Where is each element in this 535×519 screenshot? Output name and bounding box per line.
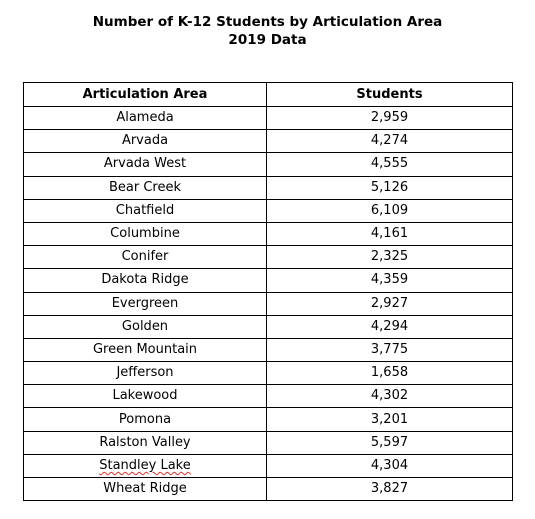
students-cell: 4,294	[267, 315, 513, 338]
students-table	[23, 82, 513, 501]
area-cell: Chatfield	[24, 199, 267, 222]
students-cell: 5,597	[267, 431, 513, 454]
students-cell: 2,959	[267, 107, 513, 130]
table-row	[24, 199, 513, 222]
students-cell: 2,325	[267, 246, 513, 269]
table-row	[24, 431, 513, 454]
table-row	[24, 153, 513, 176]
students-cell: 3,201	[267, 408, 513, 431]
table-row	[24, 130, 513, 153]
table-row	[24, 338, 513, 361]
area-cell: Pomona	[24, 408, 267, 431]
students-cell: 6,109	[267, 199, 513, 222]
students-cell: 4,359	[267, 269, 513, 292]
area-cell: Wheat Ridge	[24, 478, 267, 501]
table-row	[24, 292, 513, 315]
students-cell: 3,775	[267, 338, 513, 361]
document-title	[0, 13, 535, 49]
students-cell: 3,827	[267, 478, 513, 501]
area-cell: Golden	[24, 315, 267, 338]
area-cell: Arvada West	[24, 153, 267, 176]
students-cell: 1,658	[267, 362, 513, 385]
students-cell: 4,304	[267, 454, 513, 477]
title-line-1: Number of K-12 Students by Articulation Area	[92, 14, 443, 30]
table-row	[24, 385, 513, 408]
table-row	[24, 315, 513, 338]
students-cell: 2,927	[267, 292, 513, 315]
area-cell: Alameda	[24, 107, 267, 130]
area-cell: Lakewood	[24, 385, 267, 408]
area-cell: Green Mountain	[24, 338, 267, 361]
title-line-2: 2019 Data	[228, 32, 307, 48]
table-header-row	[24, 83, 513, 107]
table-row	[24, 107, 513, 130]
table-row	[24, 408, 513, 431]
table-row	[24, 454, 513, 477]
area-cell	[24, 454, 267, 477]
table-row	[24, 478, 513, 501]
area-cell: Evergreen	[24, 292, 267, 315]
table-row	[24, 246, 513, 269]
students-cell: 5,126	[267, 176, 513, 199]
students-cell: 4,161	[267, 222, 513, 245]
area-cell: Conifer	[24, 246, 267, 269]
column-header-area: Articulation Area	[24, 83, 267, 107]
spellcheck-flagged-text: Standley Lake	[99, 457, 191, 473]
students-cell: 4,555	[267, 153, 513, 176]
area-cell: Jefferson	[24, 362, 267, 385]
table-row	[24, 362, 513, 385]
column-header-students: Students	[267, 83, 513, 107]
area-cell: Columbine	[24, 222, 267, 245]
area-cell: Ralston Valley	[24, 431, 267, 454]
table-row	[24, 222, 513, 245]
students-cell: 4,302	[267, 385, 513, 408]
area-cell: Dakota Ridge	[24, 269, 267, 292]
table-row	[24, 176, 513, 199]
area-cell: Bear Creek	[24, 176, 267, 199]
area-cell: Arvada	[24, 130, 267, 153]
table-row	[24, 269, 513, 292]
students-cell: 4,274	[267, 130, 513, 153]
